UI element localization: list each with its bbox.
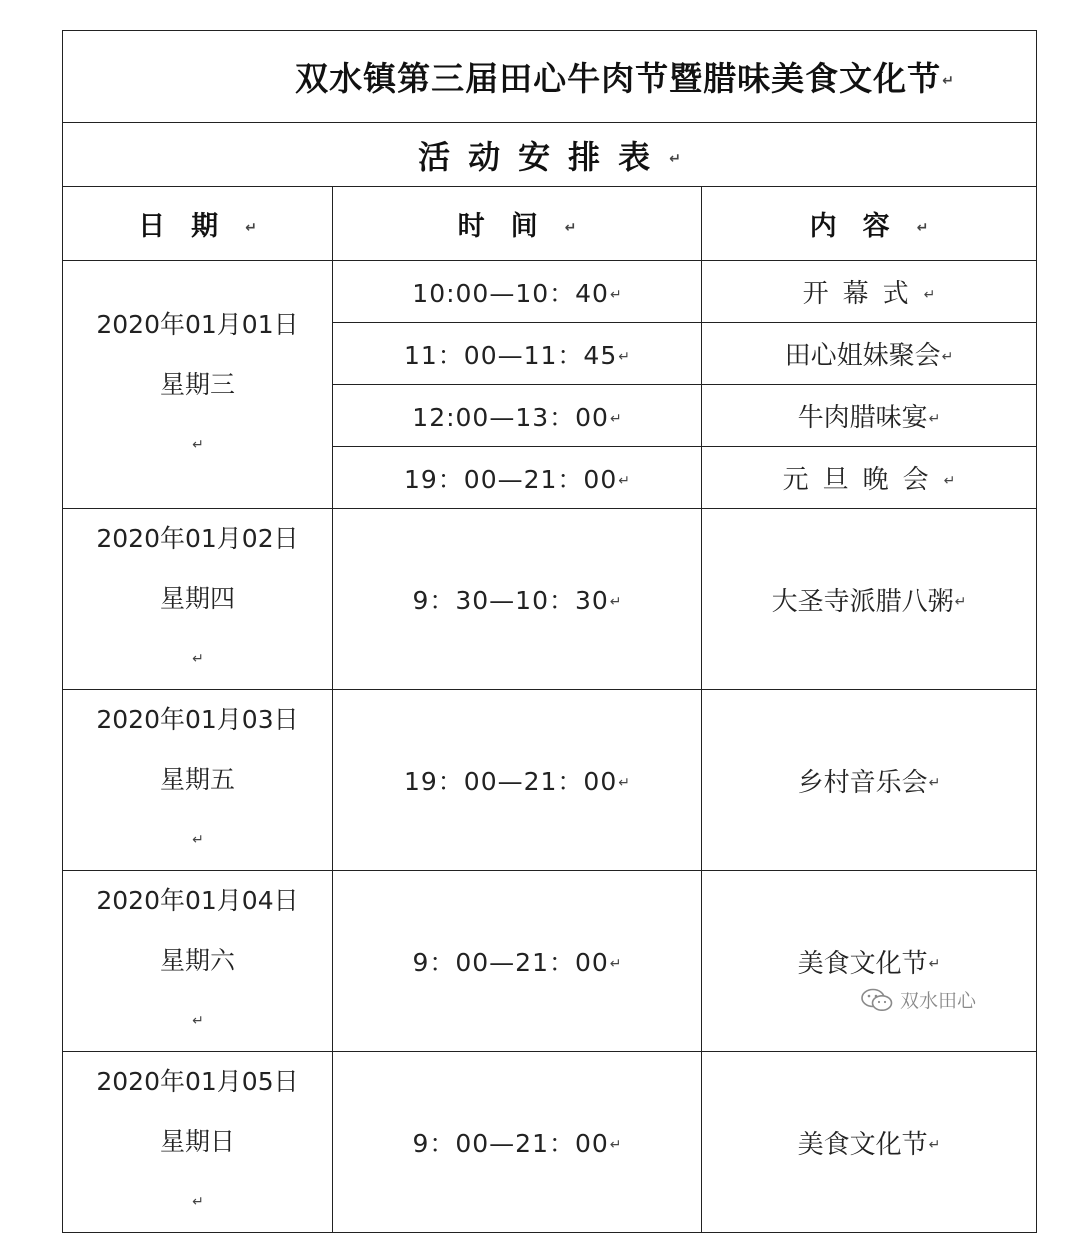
date-text: 2020年01月01日 <box>96 309 299 339</box>
date-cell: 2020年01月01日 星期三 ↵ <box>63 261 333 509</box>
time-cell: 11：00—11：45↵ <box>333 323 702 385</box>
table-row <box>63 1052 1037 1233</box>
time-cell: 10:00—10：40↵ <box>333 261 702 323</box>
date-cell: 2020年01月04日 星期六 ↵ <box>63 871 333 1052</box>
title-text: 双水镇第三届田心牛肉节暨腊味美食文化节 <box>295 59 942 98</box>
time-cell: 9：30—10：30↵ <box>333 509 702 690</box>
date-text: 2020年01月03日 <box>96 705 299 734</box>
time-cell: 9：00—21：00↵ <box>333 1052 702 1233</box>
date-text: 2020年01月04日 <box>96 886 299 915</box>
date-cell: 2020年01月03日 星期五 ↵ <box>63 690 333 871</box>
event-cell: 开幕式↵ <box>702 261 1037 323</box>
header-time: 时间↵ <box>333 187 702 261</box>
date-cell: 2020年01月02日 星期四 ↵ <box>63 509 333 690</box>
event-cell: 牛肉腊味宴↵ <box>702 385 1037 447</box>
schedule-table <box>62 30 1037 1233</box>
time-cell: 19：00—21：00↵ <box>333 690 702 871</box>
watermark-text: 双水田心 <box>900 990 977 1012</box>
event-cell: 大圣寺派腊八粥↵ <box>702 509 1037 690</box>
table-title: 双水镇第三届田心牛肉节暨腊味美食文化节↵ <box>63 31 1037 123</box>
weekday-text: 星期四 <box>159 584 235 613</box>
time-cell: 19：00—21：00↵ <box>333 447 702 509</box>
header-content: 内容↵ <box>702 187 1037 261</box>
subtitle-text: 活动安排表 <box>418 137 669 176</box>
weekday-text: 星期三 <box>159 369 235 399</box>
table-row <box>63 871 1037 1052</box>
weekday-text: 星期六 <box>159 946 235 975</box>
date-cell: 2020年01月05日 星期日 ↵ <box>63 1052 333 1233</box>
event-cell: 乡村音乐会↵ <box>702 690 1037 871</box>
table-row <box>63 261 1037 323</box>
weekday-text: 星期日 <box>159 1127 235 1156</box>
table-row <box>63 509 1037 690</box>
header-date: 日期↵ <box>63 187 333 261</box>
event-cell: 美食文化节↵ <box>702 1052 1037 1233</box>
date-text: 2020年01月05日 <box>96 1067 299 1096</box>
wechat-icon <box>860 988 894 1012</box>
time-cell: 9：00—21：00↵ <box>333 871 702 1052</box>
weekday-text: 星期五 <box>159 765 235 794</box>
event-cell: 美食文化节↵ <box>702 871 1037 1052</box>
date-text: 2020年01月02日 <box>96 524 299 553</box>
event-cell: 元旦晚会↵ <box>702 447 1037 509</box>
table-row <box>63 690 1037 871</box>
time-cell: 12:00—13：00↵ <box>333 385 702 447</box>
watermark <box>860 986 976 1013</box>
table-subtitle: 活动安排表↵ <box>63 123 1037 187</box>
event-cell: 田心姐妹聚会↵ <box>702 323 1037 385</box>
